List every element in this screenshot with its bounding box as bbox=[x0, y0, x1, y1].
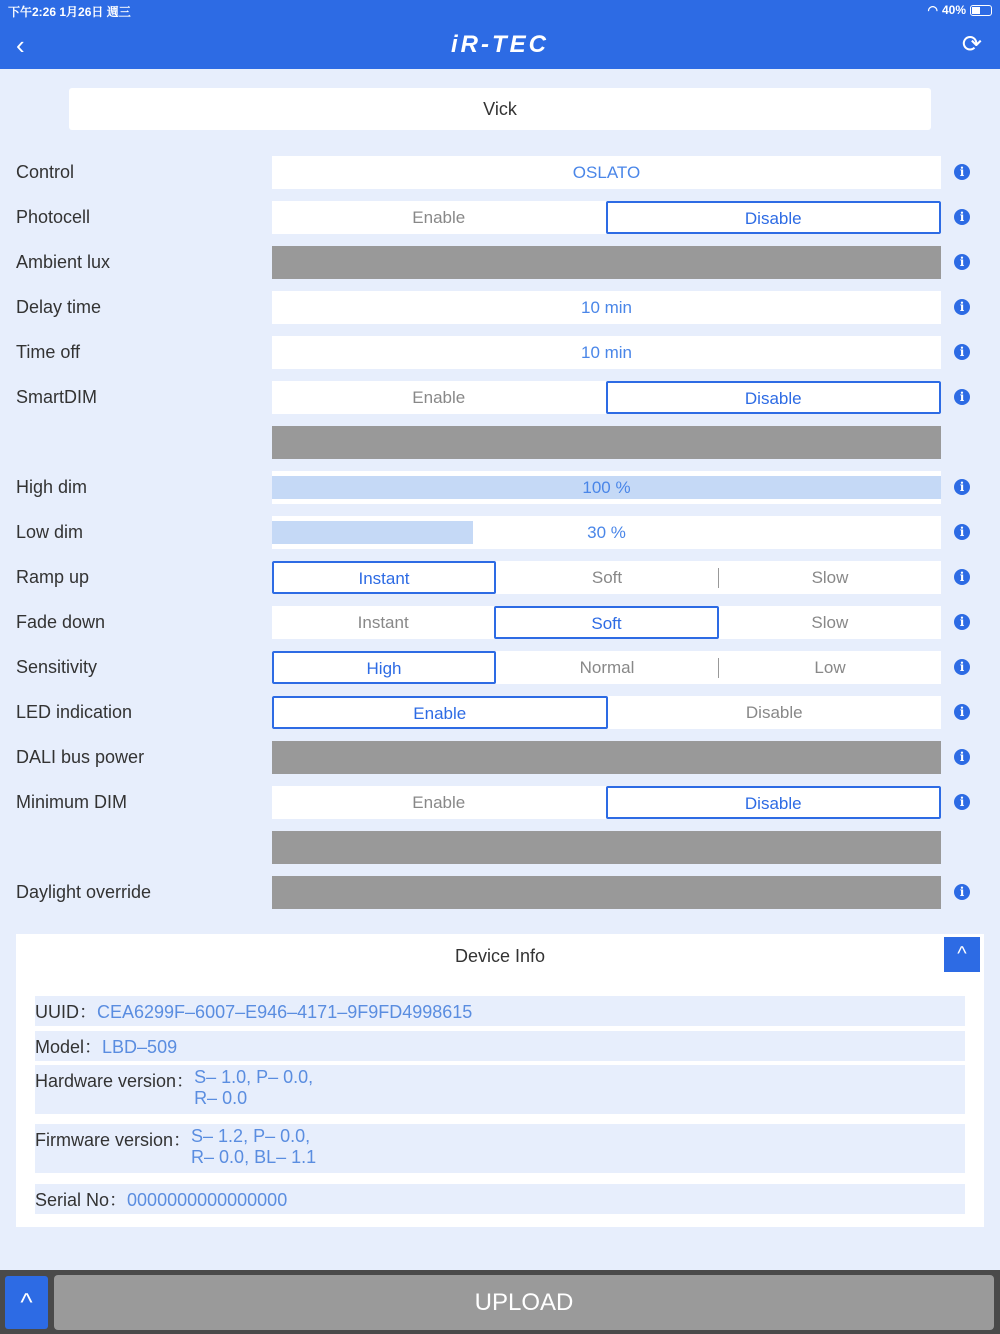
setting-label: Photocell bbox=[16, 207, 91, 227]
info-icon[interactable]: i bbox=[954, 704, 970, 720]
setting-row bbox=[0, 471, 1000, 504]
slider-value: 100 % bbox=[582, 478, 631, 497]
option-soft[interactable]: Soft bbox=[494, 606, 718, 639]
slider-value: 30 % bbox=[587, 523, 626, 542]
model-value: LBD–509 bbox=[102, 1037, 178, 1057]
option-enable[interactable]: Enable bbox=[272, 696, 608, 729]
info-icon[interactable]: i bbox=[954, 299, 970, 315]
segmented-control bbox=[272, 786, 941, 819]
option-instant[interactable]: Instant bbox=[272, 561, 496, 594]
setting-label: SmartDIM bbox=[16, 387, 97, 407]
info-icon[interactable]: i bbox=[954, 884, 970, 900]
info-icon[interactable]: i bbox=[954, 794, 970, 810]
bottom-bar bbox=[0, 1270, 1000, 1334]
firmware-row bbox=[35, 1124, 965, 1173]
disabled-control bbox=[272, 831, 941, 864]
segmented-control bbox=[272, 606, 941, 639]
setting-row bbox=[0, 831, 1000, 864]
setting-label: Sensitivity bbox=[16, 657, 98, 677]
collapse-button[interactable]: ^ bbox=[944, 937, 980, 972]
device-name-field[interactable]: Vick bbox=[69, 88, 931, 130]
setting-row bbox=[0, 426, 1000, 459]
disabled-control bbox=[272, 876, 941, 909]
slider[interactable] bbox=[272, 471, 941, 504]
uuid-value: CEA6299F–6007–E946–4171–9F9FD4998615 bbox=[97, 1002, 473, 1022]
setting-label: Ramp up bbox=[16, 567, 90, 587]
setting-row bbox=[0, 156, 1000, 189]
setting-label: Fade down bbox=[16, 612, 106, 632]
serial-label: Serial No： bbox=[35, 1190, 128, 1210]
status-time: 下午2:26 1月26日 週三 bbox=[8, 5, 131, 19]
option-slow[interactable]: Slow bbox=[811, 568, 849, 587]
value-field[interactable] bbox=[272, 336, 941, 369]
model-label: Model： bbox=[35, 1037, 103, 1057]
serial-row bbox=[35, 1184, 965, 1214]
setting-label: Low dim bbox=[16, 522, 84, 542]
segmented-control bbox=[272, 381, 941, 414]
option-disable[interactable]: Disable bbox=[606, 201, 942, 234]
device-info-title: Device Info bbox=[454, 946, 546, 966]
setting-row bbox=[0, 201, 1000, 234]
disabled-control bbox=[272, 246, 941, 279]
hardware-label: Hardware version： bbox=[35, 1071, 195, 1091]
upload-button[interactable]: UPLOAD bbox=[54, 1275, 994, 1330]
status-bar bbox=[0, 0, 1000, 20]
refresh-icon[interactable]: ⟳ bbox=[961, 31, 982, 58]
setting-label: High dim bbox=[16, 477, 88, 497]
info-icon[interactable]: i bbox=[954, 614, 970, 630]
segmented-control bbox=[272, 201, 941, 234]
option-instant[interactable]: Instant bbox=[357, 613, 409, 632]
option-enable[interactable]: Enable bbox=[412, 793, 466, 812]
setting-label: Daylight override bbox=[16, 882, 152, 902]
info-icon[interactable]: i bbox=[954, 569, 970, 585]
back-icon[interactable]: ‹ bbox=[16, 30, 25, 60]
setting-row bbox=[0, 696, 1000, 729]
device-info-panel bbox=[16, 934, 984, 1227]
setting-label: Minimum DIM bbox=[16, 792, 127, 812]
battery-icon bbox=[970, 5, 992, 16]
model-row bbox=[35, 1031, 965, 1061]
wifi-icon: ◠ bbox=[927, 3, 938, 17]
setting-row bbox=[0, 336, 1000, 369]
slider[interactable] bbox=[272, 516, 941, 549]
value-field[interactable] bbox=[272, 291, 941, 324]
setting-row bbox=[0, 381, 1000, 414]
firmware-label: Firmware version： bbox=[35, 1130, 192, 1150]
info-icon[interactable]: i bbox=[954, 344, 970, 360]
setting-label: Delay time bbox=[16, 297, 102, 317]
value-text: 10 min bbox=[580, 298, 633, 317]
setting-row bbox=[0, 876, 1000, 909]
value-text: OSLATO bbox=[572, 163, 641, 182]
option-low[interactable]: Low bbox=[814, 658, 846, 677]
segmented-control bbox=[272, 561, 941, 594]
disabled-control bbox=[272, 426, 941, 459]
option-high[interactable]: High bbox=[272, 651, 496, 684]
setting-row bbox=[0, 246, 1000, 279]
option-soft[interactable]: Soft bbox=[591, 568, 623, 587]
setting-label: LED indication bbox=[16, 702, 133, 722]
firmware-value-2: R– 0.0, BL– 1.1 bbox=[191, 1147, 317, 1167]
option-disable[interactable]: Disable bbox=[606, 381, 942, 414]
disabled-control bbox=[272, 741, 941, 774]
option-normal[interactable]: Normal bbox=[579, 658, 635, 677]
info-icon[interactable]: i bbox=[954, 209, 970, 225]
setting-row bbox=[0, 291, 1000, 324]
setting-label: Ambient lux bbox=[16, 252, 111, 272]
info-icon[interactable]: i bbox=[954, 164, 970, 180]
battery-percent: 40% bbox=[941, 3, 966, 17]
info-icon[interactable]: i bbox=[954, 524, 970, 540]
serial-value: 0000000000000000 bbox=[127, 1190, 288, 1210]
option-enable[interactable]: Enable bbox=[412, 388, 466, 407]
nav-bar bbox=[0, 20, 1000, 69]
hardware-value-1: S– 1.0, P– 0.0, bbox=[194, 1067, 314, 1087]
hardware-row bbox=[35, 1065, 965, 1114]
info-icon[interactable]: i bbox=[954, 389, 970, 405]
uuid-row bbox=[35, 996, 965, 1026]
option-disable[interactable]: Disable bbox=[606, 786, 942, 819]
info-icon[interactable]: i bbox=[954, 749, 970, 765]
info-icon[interactable]: i bbox=[954, 659, 970, 675]
setting-label: Control bbox=[16, 162, 75, 182]
setting-row bbox=[0, 651, 1000, 684]
setting-row bbox=[0, 786, 1000, 819]
option-enable[interactable]: Enable bbox=[412, 208, 466, 227]
setting-label: Time off bbox=[16, 342, 81, 362]
scroll-top-button[interactable]: ^ bbox=[5, 1276, 48, 1329]
value-text: 10 min bbox=[580, 343, 633, 362]
setting-row bbox=[0, 516, 1000, 549]
hardware-value-2: R– 0.0 bbox=[194, 1088, 248, 1108]
option-disable[interactable]: Disable bbox=[745, 703, 803, 722]
segmented-control bbox=[272, 651, 941, 684]
setting-row bbox=[0, 606, 1000, 639]
setting-label: DALI bus power bbox=[16, 747, 145, 767]
info-icon[interactable]: i bbox=[954, 254, 970, 270]
value-field[interactable] bbox=[272, 156, 941, 189]
info-icon[interactable]: i bbox=[954, 479, 970, 495]
segmented-control bbox=[272, 696, 941, 729]
uuid-label: UUID： bbox=[35, 1002, 97, 1022]
app-logo: iR-TEC bbox=[451, 31, 549, 58]
setting-row bbox=[0, 561, 1000, 594]
firmware-value-1: S– 1.2, P– 0.0, bbox=[191, 1126, 311, 1146]
option-slow[interactable]: Slow bbox=[811, 613, 849, 632]
setting-row bbox=[0, 741, 1000, 774]
